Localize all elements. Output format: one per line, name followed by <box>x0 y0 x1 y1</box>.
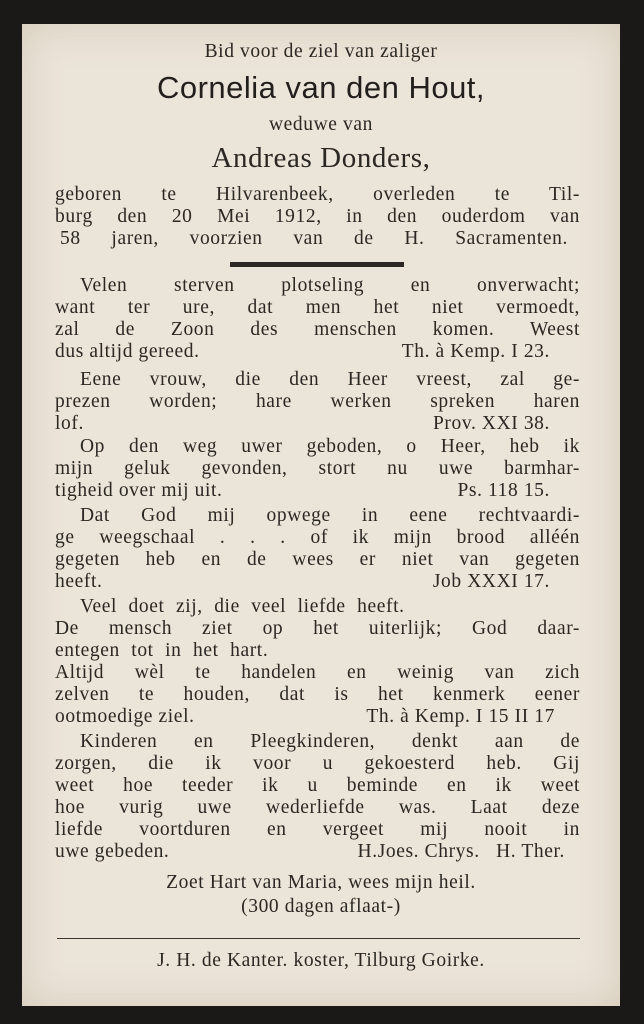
verse-line: De mensch ziet op het uiterlijk; God daar- <box>55 618 580 639</box>
verse-line: liefde voortduren en vergeet mij nooit in <box>55 819 580 840</box>
scripture-reference: Job XXXI 17. <box>432 571 550 592</box>
deceased-name: Cornelia van den Hout, <box>156 70 486 105</box>
biography-line: burg den 20 Mei 1912, in den ouderdom van <box>55 206 580 227</box>
invocation: Zoet Hart van Maria, wees mijn heil. <box>166 872 476 893</box>
verse-line: mijn geluk gevonden, stort nu uwe barmhar- <box>55 458 580 479</box>
verse-line: weet hoe teeder ik u beminde en ik weet <box>55 775 580 796</box>
verse-line <box>55 706 555 728</box>
scripture-reference: H.Joes. Chrys. H. Ther. <box>357 841 565 862</box>
verse-text: lof. <box>55 413 84 434</box>
verse-text: heeft. <box>55 571 103 592</box>
memorial-card <box>22 24 620 1006</box>
verse-line: Op den weg uwer geboden, o Heer, heb ik <box>80 436 580 457</box>
verse-line: Kinderen en Pleegkinderen, denkt aan de <box>80 731 580 752</box>
verse-line: zorgen, die ik voor u gekoesterd heb. Gij <box>55 753 580 774</box>
indulgence-note: (300 dagen aflaat-) <box>241 896 401 917</box>
verse-line: entegen tot in het hart. <box>55 640 269 661</box>
verse-line: want ter ure, dat men het niet vermoedt, <box>55 297 580 318</box>
verse-line: gegeten heb en de wees er niet van gegeten <box>55 549 580 570</box>
verse-line: Eene vrouw, die den Heer vreest, zal ge- <box>80 369 580 390</box>
verse-line: zal de Zoon des menschen komen. Weest <box>55 319 580 340</box>
biography-line: 58 jaren, voorzien van de H. Sacramenten. <box>60 228 568 249</box>
verse-text: uwe gebeden. <box>55 841 170 862</box>
verse-line <box>55 841 565 863</box>
divider-rule <box>230 262 404 267</box>
verse-line: hoe vurig uwe wederliefde was. Laat deze <box>55 797 580 818</box>
verse-line: ge weegschaal . . . of ik mijn brood alléén <box>55 527 580 548</box>
verse-line <box>55 413 550 435</box>
footer-rule <box>57 938 580 939</box>
verse-line: Altijd wèl te handelen en weinig van zich <box>55 662 580 683</box>
verse-line: Velen sterven plotseling en onverwacht; <box>80 275 580 296</box>
relation-text: weduwe van <box>268 114 373 135</box>
verse-line <box>55 480 550 502</box>
prayer-heading: Bid voor de ziel van zaliger <box>204 41 438 62</box>
biography-line: geboren te Hilvarenbeek, overleden te Til- <box>55 184 580 205</box>
verse-text: tigheid over mij uit. <box>55 480 223 501</box>
verse-line: zelven te houden, dat is het kenmerk eener <box>55 684 580 705</box>
verse-line: prezen worden; hare werken spreken haren <box>55 391 580 412</box>
scripture-reference: Th. à Kemp. I 15 II 17 <box>366 706 555 727</box>
verse-line <box>55 341 550 363</box>
verse-line: Veel doet zij, die veel liefde heeft. <box>80 596 405 617</box>
scripture-reference: Th. à Kemp. I 23. <box>401 341 550 362</box>
spouse-name: Andreas Donders, <box>211 142 431 174</box>
verse-text: ootmoedige ziel. <box>55 706 195 727</box>
verse-line: Dat God mij opwege in eene rechtvaardi- <box>80 505 580 526</box>
printer-credit: J. H. de Kanter. koster, Tilburg Goirke. <box>157 950 485 971</box>
verse-text: dus altijd gereed. <box>55 341 200 362</box>
scripture-reference: Prov. XXI 38. <box>432 413 550 434</box>
scripture-reference: Ps. 118 15. <box>457 480 550 501</box>
verse-line <box>55 571 550 593</box>
